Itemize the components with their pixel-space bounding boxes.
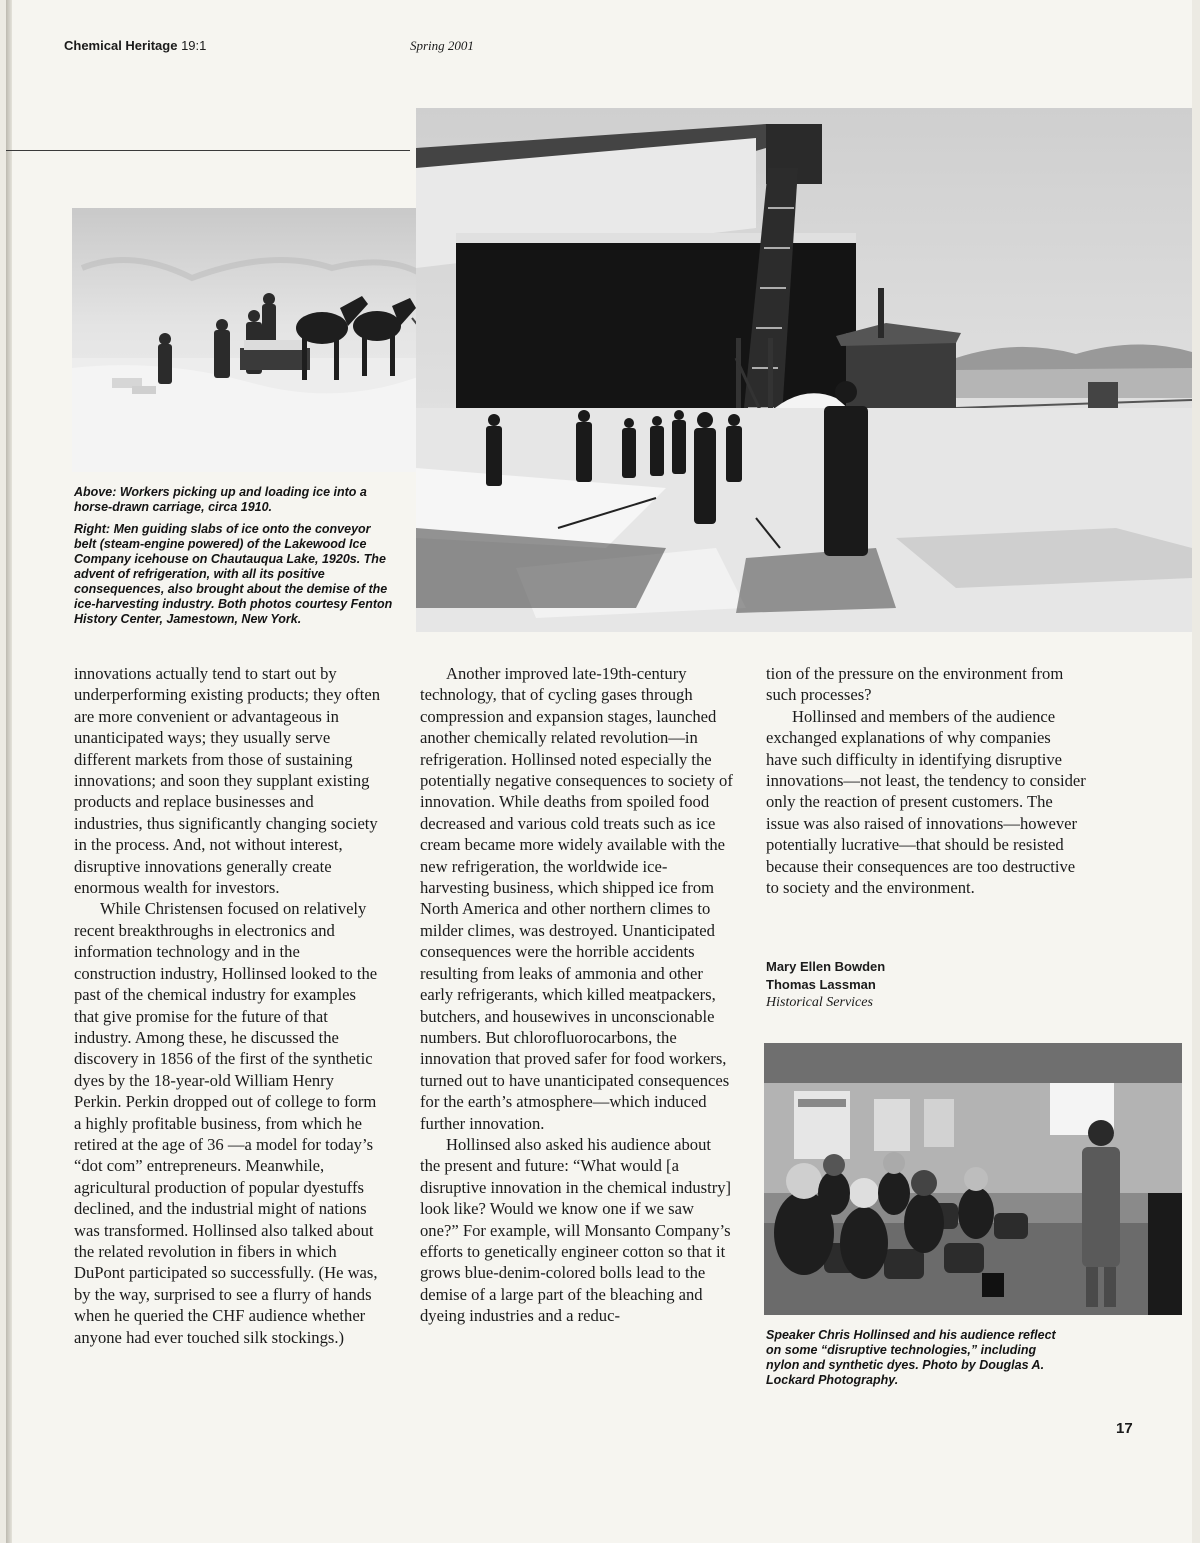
caption-lecture: Speaker Chris Hollinsed and his audience reflect on some “disruptive technologies,” including nylon and synthetic dyes. Photo by Douglas A. Lockard Photography. xyxy=(766,1328,1056,1387)
running-header xyxy=(64,38,764,60)
issue-season: Spring 2001 xyxy=(410,38,474,53)
caption-right: Right: Men guiding slabs of ice onto the conveyor belt (steam-engine powered) of the Lakewood Ice Company icehouse on Chautauqua Lake, 1920s. The advent of refrigeration, with all its positive consequences, also brought about the demise of the ice-harvesting industry. Both photos courtesy Fenton History Center, Jamestown, New York. xyxy=(74,522,393,626)
paragraph: Hollinsed also asked his audience about the present and future: “What would [a disruptive innovation in the chemical industry] look like? Would we know one if we saw one?” For example, will Monsanto Company’s efforts to genetically engineer cotton so that it grows blue-denim-colored bolls lead to the demise of a large part of the bleaching and dyeing industries and a reduc- xyxy=(420,1134,732,1326)
author-name: Mary Ellen Bowden xyxy=(766,959,886,974)
page xyxy=(6,0,1192,1543)
paragraph: Hollinsed and members of the audience exchanged explanations of why companies have such difficulty in identifying disruptive innovations—not least, the tendency to consider only the reaction of present customers. The issue was also raised of innovations—however potentially lucrative—that should be resisted because their consequences are too destructive to society and the environment. xyxy=(766,706,1086,898)
author-department: Historical Services xyxy=(766,995,873,1010)
caption-above: Above: Workers picking up and loading ice into a horse-drawn carriage, circa 1910. xyxy=(74,485,367,514)
journal-title: Chemical Heritage 19:1 xyxy=(64,38,207,53)
article-column-2 xyxy=(420,663,735,1327)
paragraph: While Christensen focused on relatively recent breakthroughs in electronics and information technology and in the construction industry, Hollinsed looked to the past of the chemical industry for examples that give promise for the future of that industry. Among these, he discussed the discovery in 1856 of the first of the synthetic dyes by the 18-year-old William Henry Perkin. Perkin dropped out of college to form a highly profitable business, from which he retired at the age of 36 —a model for today’s “dot com” entrepreneurs. Meanwhile, agricultural production of popular dyestuffs declined, and the industrial might of nations was transformed. Hollinsed also talked about the related revolution in fibers in which DuPont participated so successfully. (He was, by the way, surprised to see a flurry of hands when he queried the CHF audience whether anyone had ever touched silk stockings.) xyxy=(74,899,378,1347)
article-column-3 xyxy=(766,663,1086,898)
lecture-audience-photo xyxy=(764,1043,1182,1315)
icehouse-conveyor-photo xyxy=(416,108,1192,632)
binding-shadow xyxy=(6,0,12,1543)
article-column-1 xyxy=(74,663,384,1348)
page-number: 17 xyxy=(1116,1420,1133,1437)
paragraph: innovations actually tend to start out by underperforming existing products; they often are more convenient or advantageous in unanticipated ways; they usually serve different markets from those of sustaining innovations; and soon they supplant existing products and replace businesses and industries, thus significantly changing society in the process. And, not without interest, disruptive innovations generally create enormous wealth for investors. xyxy=(74,664,380,898)
ice-harvest-horse-photo xyxy=(72,208,428,472)
header-rule xyxy=(6,150,410,151)
byline xyxy=(766,958,885,1012)
paragraph: Another improved late-19th-century technology, that of cycling gases through compression and expansion stages, launched another chemically related revolution—in refrigeration. Hollinsed noted especially the potentially negative consequences to society of innovation. While deaths from spoiled food decreased and various cold treats such as ice cream became more widely available with the new refrigeration, the worldwide ice-harvesting business, which shipped ice from North America and other northern climes to milder climes, was destroyed. Unanticipated consequences were the horrible accidents resulting from leaks of ammonia and other early refrigerants, which killed meatpackers, butchers, and housewives in unconscionable numbers. But chlorofluorocarbons, the innovation that proved safer for food workers, turned out to have unanticipated consequences for the earth’s atmosphere—which induced further innovation. xyxy=(420,664,733,1133)
paragraph: tion of the pressure on the environment from such processes? xyxy=(766,664,1064,705)
author-name: Thomas Lassman xyxy=(766,977,876,992)
